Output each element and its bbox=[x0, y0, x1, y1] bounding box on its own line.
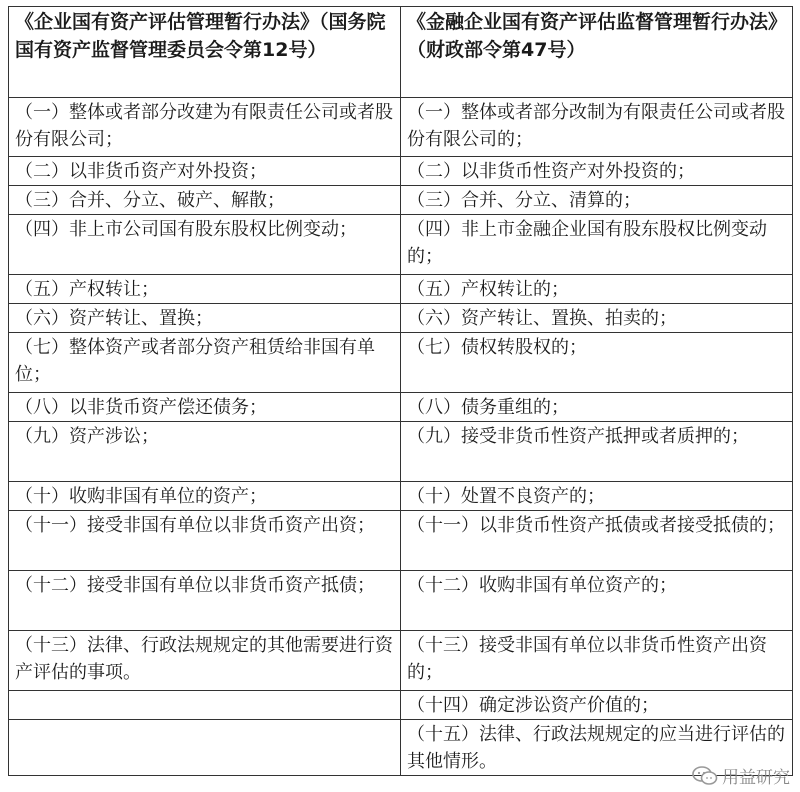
cell-right: （二）以非货币性资产对外投资的； bbox=[401, 157, 793, 186]
cell-left: （九）资产涉讼； bbox=[9, 422, 401, 482]
header-cell-right: 《金融企业国有资产评估监督管理暂行办法》（财政部令第47号） bbox=[401, 7, 793, 98]
comparison-table bbox=[8, 6, 793, 776]
cell-right: （一）整体或者部分改制为有限责任公司或者股份有限公司的； bbox=[401, 98, 793, 157]
wechat-icon bbox=[692, 766, 718, 786]
watermark bbox=[692, 763, 790, 788]
table-row bbox=[9, 511, 793, 571]
cell-right: （四）非上市金融企业国有股东股权比例变动的； bbox=[401, 215, 793, 275]
cell-left: （三）合并、分立、破产、解散； bbox=[9, 186, 401, 215]
table-row bbox=[9, 98, 793, 157]
cell-left: （十一）接受非国有单位以非货币资产出资； bbox=[9, 511, 401, 571]
cell-right: （九）接受非货币性资产抵押或者质押的； bbox=[401, 422, 793, 482]
watermark-text: 用益研究 bbox=[722, 768, 790, 788]
cell-right: （十三）接受非国有单位以非货币性资产出资的； bbox=[401, 631, 793, 691]
table-row bbox=[9, 333, 793, 393]
cell-right: （十四）确定涉讼资产价值的； bbox=[401, 691, 793, 720]
table-row bbox=[9, 186, 793, 215]
cell-left: （七）整体资产或者部分资产租赁给非国有单位； bbox=[9, 333, 401, 393]
cell-right: （三）合并、分立、清算的； bbox=[401, 186, 793, 215]
table-row bbox=[9, 482, 793, 511]
cell-left: （八）以非货币资产偿还债务； bbox=[9, 393, 401, 422]
cell-right: （十二）收购非国有单位资产的； bbox=[401, 571, 793, 631]
cell-left: （十）收购非国有单位的资产； bbox=[9, 482, 401, 511]
cell-left: （四）非上市公司国有股东股权比例变动； bbox=[9, 215, 401, 275]
table-row bbox=[9, 393, 793, 422]
cell-left: （十三）法律、行政法规规定的其他需要进行资产评估的事项。 bbox=[9, 631, 401, 691]
table-row bbox=[9, 304, 793, 333]
table-row bbox=[9, 157, 793, 186]
table-row bbox=[9, 275, 793, 304]
table-row bbox=[9, 422, 793, 482]
table-row bbox=[9, 691, 793, 720]
cell-right: （六）资产转让、置换、拍卖的； bbox=[401, 304, 793, 333]
cell-right: （八）债务重组的； bbox=[401, 393, 793, 422]
header-cell-left: 《企业国有资产评估管理暂行办法》（国务院国有资产监督管理委员会令第12号） bbox=[9, 7, 401, 98]
cell-left bbox=[9, 691, 401, 720]
table-row bbox=[9, 571, 793, 631]
cell-left: （五）产权转让； bbox=[9, 275, 401, 304]
table-row bbox=[9, 720, 793, 776]
cell-right: （十）处置不良资产的； bbox=[401, 482, 793, 511]
cell-left: （一）整体或者部分改建为有限责任公司或者股份有限公司； bbox=[9, 98, 401, 157]
table-row bbox=[9, 631, 793, 691]
cell-left: （二）以非货币资产对外投资； bbox=[9, 157, 401, 186]
cell-right: （七）债权转股权的； bbox=[401, 333, 793, 393]
table-header-row bbox=[9, 7, 793, 98]
cell-left: （六）资产转让、置换； bbox=[9, 304, 401, 333]
cell-right: （十五）法律、行政法规规定的应当进行评估的其他情形。 bbox=[401, 720, 793, 776]
cell-left: （十二）接受非国有单位以非货币资产抵债； bbox=[9, 571, 401, 631]
cell-right: （五）产权转让的； bbox=[401, 275, 793, 304]
cell-left bbox=[9, 720, 401, 776]
table-row bbox=[9, 215, 793, 275]
cell-right: （十一）以非货币性资产抵债或者接受抵债的； bbox=[401, 511, 793, 571]
